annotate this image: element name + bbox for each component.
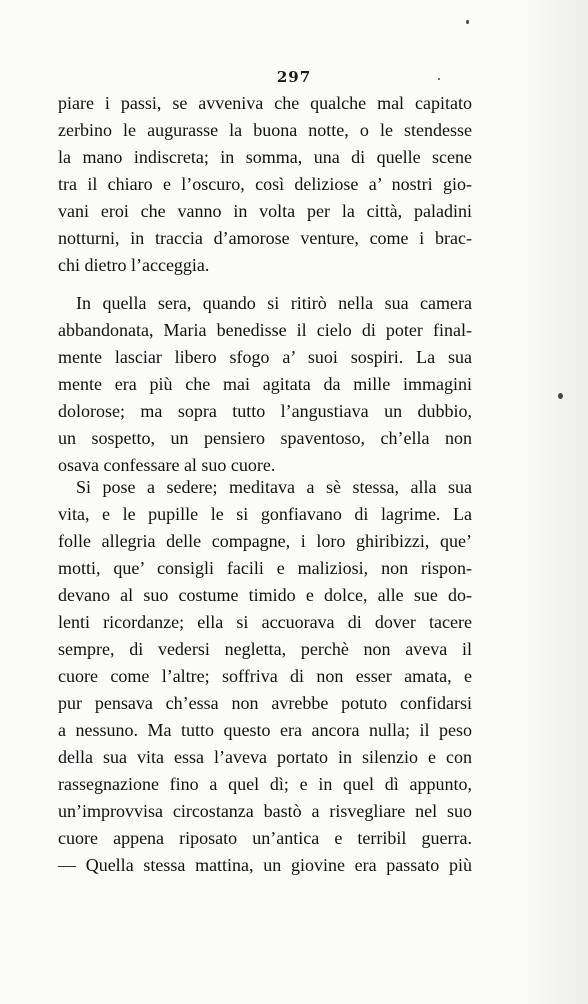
page-number: 297 [276, 68, 312, 86]
paragraph-2 [58, 290, 472, 479]
text-line: In quella sera, quando si ritirò nella sua camera [76, 293, 472, 313]
text-line: lenti ricordanze; ella si accuorava di dover tacere [58, 612, 472, 632]
text-line: abbandonata, Maria benedisse il cielo di poter final- [58, 320, 472, 340]
text-line: osava confessare al suo cuore. [58, 455, 276, 475]
text-line: della sua vita essa l’aveva portato in silenzio e con [58, 747, 472, 767]
page-edge-shadow [518, 0, 588, 1004]
text-line: notturni, in traccia d’amorose venture, come i brac- [58, 228, 472, 248]
text-line: piare i passi, se avveniva che qualche mal capitato [58, 93, 472, 113]
paper-speck [558, 393, 563, 399]
text-line: chi dietro l’acceggia. [58, 255, 210, 275]
text-line: a nessuno. Ma tutto questo era ancora nulla; il peso [58, 720, 472, 740]
paragraph-3 [58, 474, 472, 879]
paragraph-1 [58, 90, 472, 279]
text-line: folle allegria delle compagne, i loro ghiribizzi, que’ [58, 531, 472, 551]
text-line: pur pensava ch’essa non avrebbe potuto confidarsi [58, 693, 472, 713]
text-line: cuore appena riposato un’antica e terribil guerra. [58, 828, 472, 848]
paper-speck [466, 20, 469, 24]
text-line: un’improvvisa circostanza bastò a risvegliare nel suo [58, 801, 472, 821]
text-line: la mano indiscreta; in somma, una di quelle scene [58, 147, 472, 167]
text-line: motti, que’ consigli facili e maliziosi, non rispon- [58, 558, 472, 578]
text-line: vani eroi che vanno in volta per la città, paladini [58, 201, 472, 221]
text-line: rassegnazione fino a quel dì; e in quel dì appunto, [58, 774, 472, 794]
text-line: zerbino le augurasse la buona notte, o le stendesse [58, 120, 472, 140]
text-line: sempre, di vedersi negletta, perchè non aveva il [58, 639, 472, 659]
text-line: tra il chiaro e l’oscuro, così deliziose a’ nostri gio- [58, 174, 472, 194]
text-line: dolorose; ma sopra tutto l’angustiava un dubbio, [58, 401, 472, 421]
text-line: mente era più che mai agitata da mille immagini [58, 374, 472, 394]
paper-speck [438, 78, 440, 80]
text-line: mente lasciar libero sfogo a’ suoi sospiri. La sua [58, 347, 472, 367]
text-line: devano al suo costume timido e dolce, alle sue do- [58, 585, 472, 605]
text-line: Si pose a sedere; meditava a sè stessa, alla sua [76, 477, 472, 497]
text-line: un sospetto, un pensiero spaventoso, ch’ella non [58, 428, 472, 448]
text-line: — Quella stessa mattina, un giovine era passato più [58, 855, 472, 875]
text-line: vita, e le pupille le si gonfiavano di lagrime. La [58, 504, 472, 524]
text-line: cuore come l’altre; soffriva di non esser amata, e [58, 666, 472, 686]
